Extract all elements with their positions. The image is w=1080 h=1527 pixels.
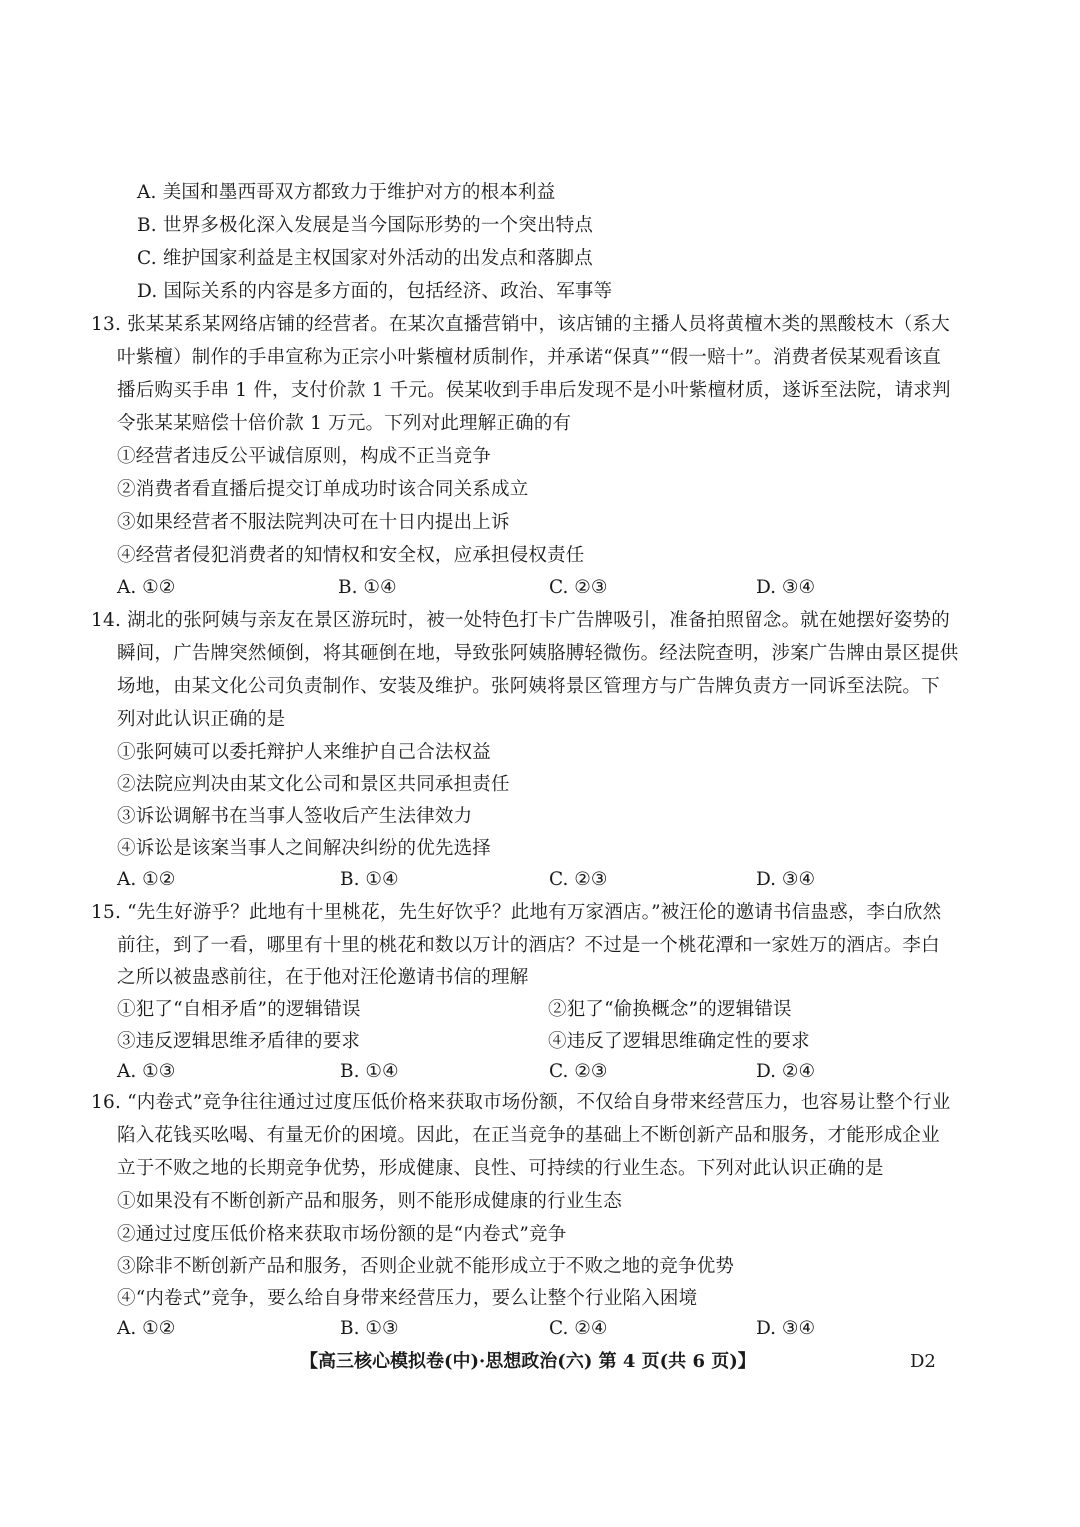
q13-choice-a: A. ①② [117,577,176,598]
q14-stem-line: 14. 湖北的张阿姨与亲友在景区游玩时，被一处特色打卡广告牌吸引，准备拍照留念。就在她摆好姿势的 [91,610,950,631]
q16-item: ①如果没有不断创新产品和服务，则不能形成健康的行业生态 [117,1191,622,1212]
q14-choice-a: A. ①② [117,869,176,890]
q13-item: ④经营者侵犯消费者的知情权和安全权，应承担侵权责任 [117,545,585,566]
q12-option-d: D. 国际关系的内容是多方面的，包括经济、政治、军事等 [137,281,613,302]
q14-choice-d: D. ③④ [756,869,816,890]
q15-choice-b: B. ①④ [340,1061,399,1082]
q13-choice-d: D. ③④ [756,577,816,598]
q14-choice-c: C. ②③ [549,869,608,890]
q15-stem-line: 15. “先生好游乎？此地有十里桃花，先生好饮乎？此地有万家酒店。”被汪伦的邀请书信蛊惑，李白欣然 [91,902,942,923]
q13-item: ②消费者看直播后提交订单成功时该合同关系成立 [117,479,529,500]
q13-stem-line: 叶紫檀）制作的手串宣称为正宗小叶紫檀材质制作，并承诺“保真”“假一赔十”。消费者侯某观看该直 [117,347,942,368]
q16-item: ②通过过度压低价格来获取市场份额的是“内卷式”竞争 [117,1224,567,1245]
q13-item: ①经营者违反公平诚信原则，构成不正当竞争 [117,446,492,467]
q13-choice-c: C. ②③ [549,577,608,598]
q14-item: ④诉讼是该案当事人之间解决纠纷的优先选择 [117,838,492,859]
q16-stem-line: 16. “内卷式”竞争往往通过过度压低价格来获取市场份额，不仅给自身带来经营压力，也容易让整个行业 [91,1092,951,1113]
q16-stem-line: 陷入花钱买吆喝、有量无价的困境。因此，在正当竞争的基础上不断创新产品和服务，才能形成企业 [117,1125,940,1146]
q16-stem-line: 立于不败之地的长期竞争优势，形成健康、良性、可持续的行业生态。下列对此认识正确的是 [117,1158,884,1179]
q15-choice-c: C. ②③ [549,1061,608,1082]
q16-item: ④“内卷式”竞争，要么给自身带来经营压力，要么让整个行业陷入困境 [117,1288,698,1309]
q13-item: ③如果经营者不服法院判决可在十日内提出上诉 [117,512,510,533]
q12-option-b: B. 世界多极化深入发展是当今国际形势的一个突出特点 [137,215,594,236]
q13-choice-b: B. ①④ [338,577,397,598]
q16-item: ③除非不断创新产品和服务，否则企业就不能形成立于不败之地的竞争优势 [117,1256,735,1277]
q14-choice-b: B. ①④ [340,869,399,890]
q14-stem-line: 列对此认识正确的是 [117,709,286,730]
q16-choice-b: B. ①③ [340,1318,399,1339]
q15-stem-line: 之所以被蛊惑前往，在于他对汪伦邀请书信的理解 [117,967,529,988]
q14-stem-line: 场地，由某文化公司负责制作、安装及维护。张阿姨将景区管理方与广告牌负责方一同诉至法院。下 [117,676,940,697]
q16-choice-c: C. ②④ [549,1318,608,1339]
q15-choice-a: A. ①③ [117,1061,176,1082]
q14-stem-line: 瞬间，广告牌突然倾倒，将其砸倒在地，导致张阿姨胳膊轻微伤。经法院查明，涉案广告牌由景区提供 [117,643,959,664]
q13-stem-line: 令张某某赔偿十倍价款 1 万元。下列对此理解正确的有 [117,413,572,434]
q14-item: ①张阿姨可以委托辩护人来维护自己合法权益 [117,742,492,763]
q14-item: ③诉讼调解书在当事人签收后产生法律效力 [117,806,473,827]
q15-item: ③违反逻辑思维矛盾律的要求 [117,1031,361,1052]
q15-choice-d: D. ②④ [756,1061,816,1082]
q12-option-c: C. 维护国家利益是主权国家对外活动的出发点和落脚点 [137,248,593,269]
page-footer-title: 【高三核心模拟卷(中)·思想政治(六) 第 4 页(共 6 页)】 [300,1351,756,1372]
q16-choice-a: A. ①② [117,1318,176,1339]
page-footer-code: D2 [910,1351,936,1372]
q14-item: ②法院应判决由某文化公司和景区共同承担责任 [117,774,510,795]
q13-stem-line: 播后购买手串 1 件，支付价款 1 千元。侯某收到手串后发现不是小叶紫檀材质，遂诉至法院，请求判 [117,380,951,401]
q15-stem-line: 前往，到了一看，哪里有十里的桃花和数以万计的酒店？不过是一个桃花潭和一家姓万的酒店。李白 [117,935,940,956]
q15-item: ①犯了“自相矛盾”的逻辑错误 [117,999,361,1020]
q12-option-a: A. 美国和墨西哥双方都致力于维护对方的根本利益 [137,182,556,203]
q16-choice-d: D. ③④ [756,1318,816,1339]
q15-item: ②犯了“偷换概念”的逻辑错误 [548,999,792,1020]
q15-item: ④违反了逻辑思维确定性的要求 [548,1031,810,1052]
q13-stem-line: 13. 张某某系某网络店铺的经营者。在某次直播营销中，该店铺的主播人员将黄檀木类的黑酸枝木（系大 [91,314,950,335]
